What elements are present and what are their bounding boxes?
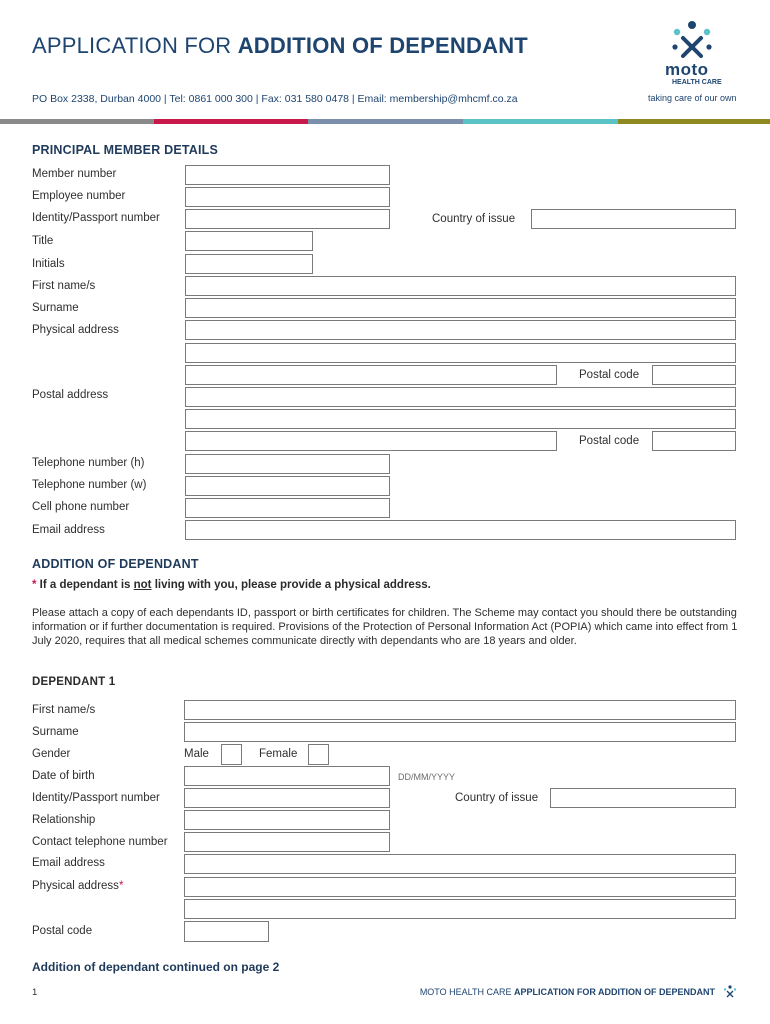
dep-contact-tel-field[interactable] (184, 832, 390, 852)
member-number-label: Member number (32, 168, 117, 180)
postal-address-line-3[interactable] (185, 431, 557, 451)
initials-field[interactable] (185, 254, 313, 274)
logo-name: moto (665, 60, 709, 79)
tel-h-field[interactable] (185, 454, 390, 474)
dep-email-field[interactable] (184, 854, 736, 874)
postal-address-line-2[interactable] (185, 409, 736, 429)
dep-id-passport-field[interactable] (184, 788, 390, 808)
initials-label: Initials (32, 258, 65, 270)
physical-address-line-2[interactable] (185, 343, 736, 363)
attachment-paragraph: Please attach a copy of each dependants ID, passport or birth certificates for children. The Scheme may contact you should there be outstanding information or if further documentation is required. Provisions of the Protection of Personal Information Act (POPIA) which came into effect from 1 July 2020, requires that all medical schemes communicate directly with dependants who are 18 years and older. (32, 607, 738, 647)
dependant-1-heading: DEPENDANT 1 (32, 676, 116, 688)
dep-country-of-issue-field[interactable] (550, 788, 736, 808)
dep-postal-code-field[interactable] (184, 921, 269, 942)
dep-surname-field[interactable] (184, 722, 736, 742)
color-bar-segment-5 (618, 119, 770, 124)
first-names-label: First name/s (32, 280, 96, 292)
dep-relationship-field[interactable] (184, 810, 390, 830)
dep-physical-address-line-2[interactable] (184, 899, 736, 919)
continued-note: Addition of dependant continued on page 2 (32, 960, 280, 974)
employee-number-field[interactable] (185, 187, 390, 207)
surname-field[interactable] (185, 298, 736, 318)
country-of-issue-field[interactable] (531, 209, 736, 229)
tel-w-field[interactable] (185, 476, 390, 496)
postal-code-field-1[interactable] (652, 365, 736, 385)
id-passport-label: Identity/Passport number (32, 212, 160, 224)
dep-female-label: Female (259, 748, 298, 760)
page-title: APPLICATION FOR ADDITION OF DEPENDANT (32, 33, 528, 58)
postal-address-label: Postal address (32, 389, 109, 401)
id-passport-field[interactable] (185, 209, 390, 229)
dep-physical-address-label: Physical address* (32, 880, 124, 892)
tel-w-label: Telephone number (w) (32, 479, 147, 491)
title-label: Title (32, 235, 54, 247)
logo-mark-icon (669, 20, 715, 62)
first-names-field[interactable] (185, 276, 736, 296)
dep-dob-label: Date of birth (32, 770, 95, 782)
cell-field[interactable] (185, 498, 390, 518)
dep-contact-tel-label: Contact telephone number (32, 836, 168, 848)
moto-logo (660, 20, 730, 92)
title-field[interactable] (185, 231, 313, 251)
postal-code-label-1: Postal code (579, 369, 640, 381)
dep-dob-field[interactable] (184, 766, 390, 786)
dep-physical-address-line-1[interactable] (184, 877, 736, 897)
living-note: * If a dependant is not living with you, please provide a physical address. (32, 579, 431, 591)
dep-id-passport-label: Identity/Passport number (32, 792, 160, 804)
dep-email-label: Email address (32, 857, 105, 869)
dep-female-checkbox[interactable] (308, 744, 329, 765)
tagline: taking care of our own (648, 93, 737, 103)
physical-address-label: Physical address (32, 324, 119, 336)
cell-label: Cell phone number (32, 501, 130, 513)
dep-gender-label: Gender (32, 748, 71, 760)
dep-male-checkbox[interactable] (221, 744, 242, 765)
footer-brand: MOTO HEALTH CARE APPLICATION FOR ADDITION OF DEPENDANT (419, 987, 715, 997)
employee-number-label: Employee number (32, 190, 126, 202)
dep-relationship-label: Relationship (32, 814, 96, 826)
color-bar-segment-4 (463, 119, 618, 124)
logo-subtitle: HEALTH CARE (672, 79, 722, 86)
dep-postal-code-label: Postal code (32, 925, 93, 937)
page-number: 1 (32, 987, 38, 998)
dep-male-label: Male (184, 748, 209, 760)
addition-heading: ADDITION OF DEPENDANT (32, 557, 199, 571)
color-bar-segment-1 (0, 119, 154, 124)
footer-logo-icon (723, 985, 737, 999)
member-number-field[interactable] (185, 165, 390, 185)
contact-line: PO Box 2338, Durban 4000 | Tel: 0861 000 300 | Fax: 031 580 0478 | Email: membership@mhcmf.co.za (32, 93, 518, 105)
postal-code-field-2[interactable] (652, 431, 736, 451)
country-of-issue-label: Country of issue (432, 213, 516, 225)
physical-address-line-1[interactable] (185, 320, 736, 340)
postal-code-label-2: Postal code (579, 435, 640, 447)
postal-address-line-1[interactable] (185, 387, 736, 407)
email-field[interactable] (185, 520, 736, 540)
dep-surname-label: Surname (32, 726, 79, 738)
dep-country-of-issue-label: Country of issue (455, 792, 539, 804)
email-label: Email address (32, 524, 105, 536)
color-bar-segment-3 (308, 119, 463, 124)
color-bar-segment-2 (154, 119, 308, 124)
physical-address-line-3[interactable] (185, 365, 557, 385)
surname-label: Surname (32, 302, 79, 314)
dep-first-names-field[interactable] (184, 700, 736, 720)
dep-first-names-label: First name/s (32, 704, 96, 716)
tel-h-label: Telephone number (h) (32, 457, 145, 469)
dep-dob-hint: DD/MM/YYYY (398, 772, 456, 782)
principal-heading: PRINCIPAL MEMBER DETAILS (32, 143, 219, 157)
